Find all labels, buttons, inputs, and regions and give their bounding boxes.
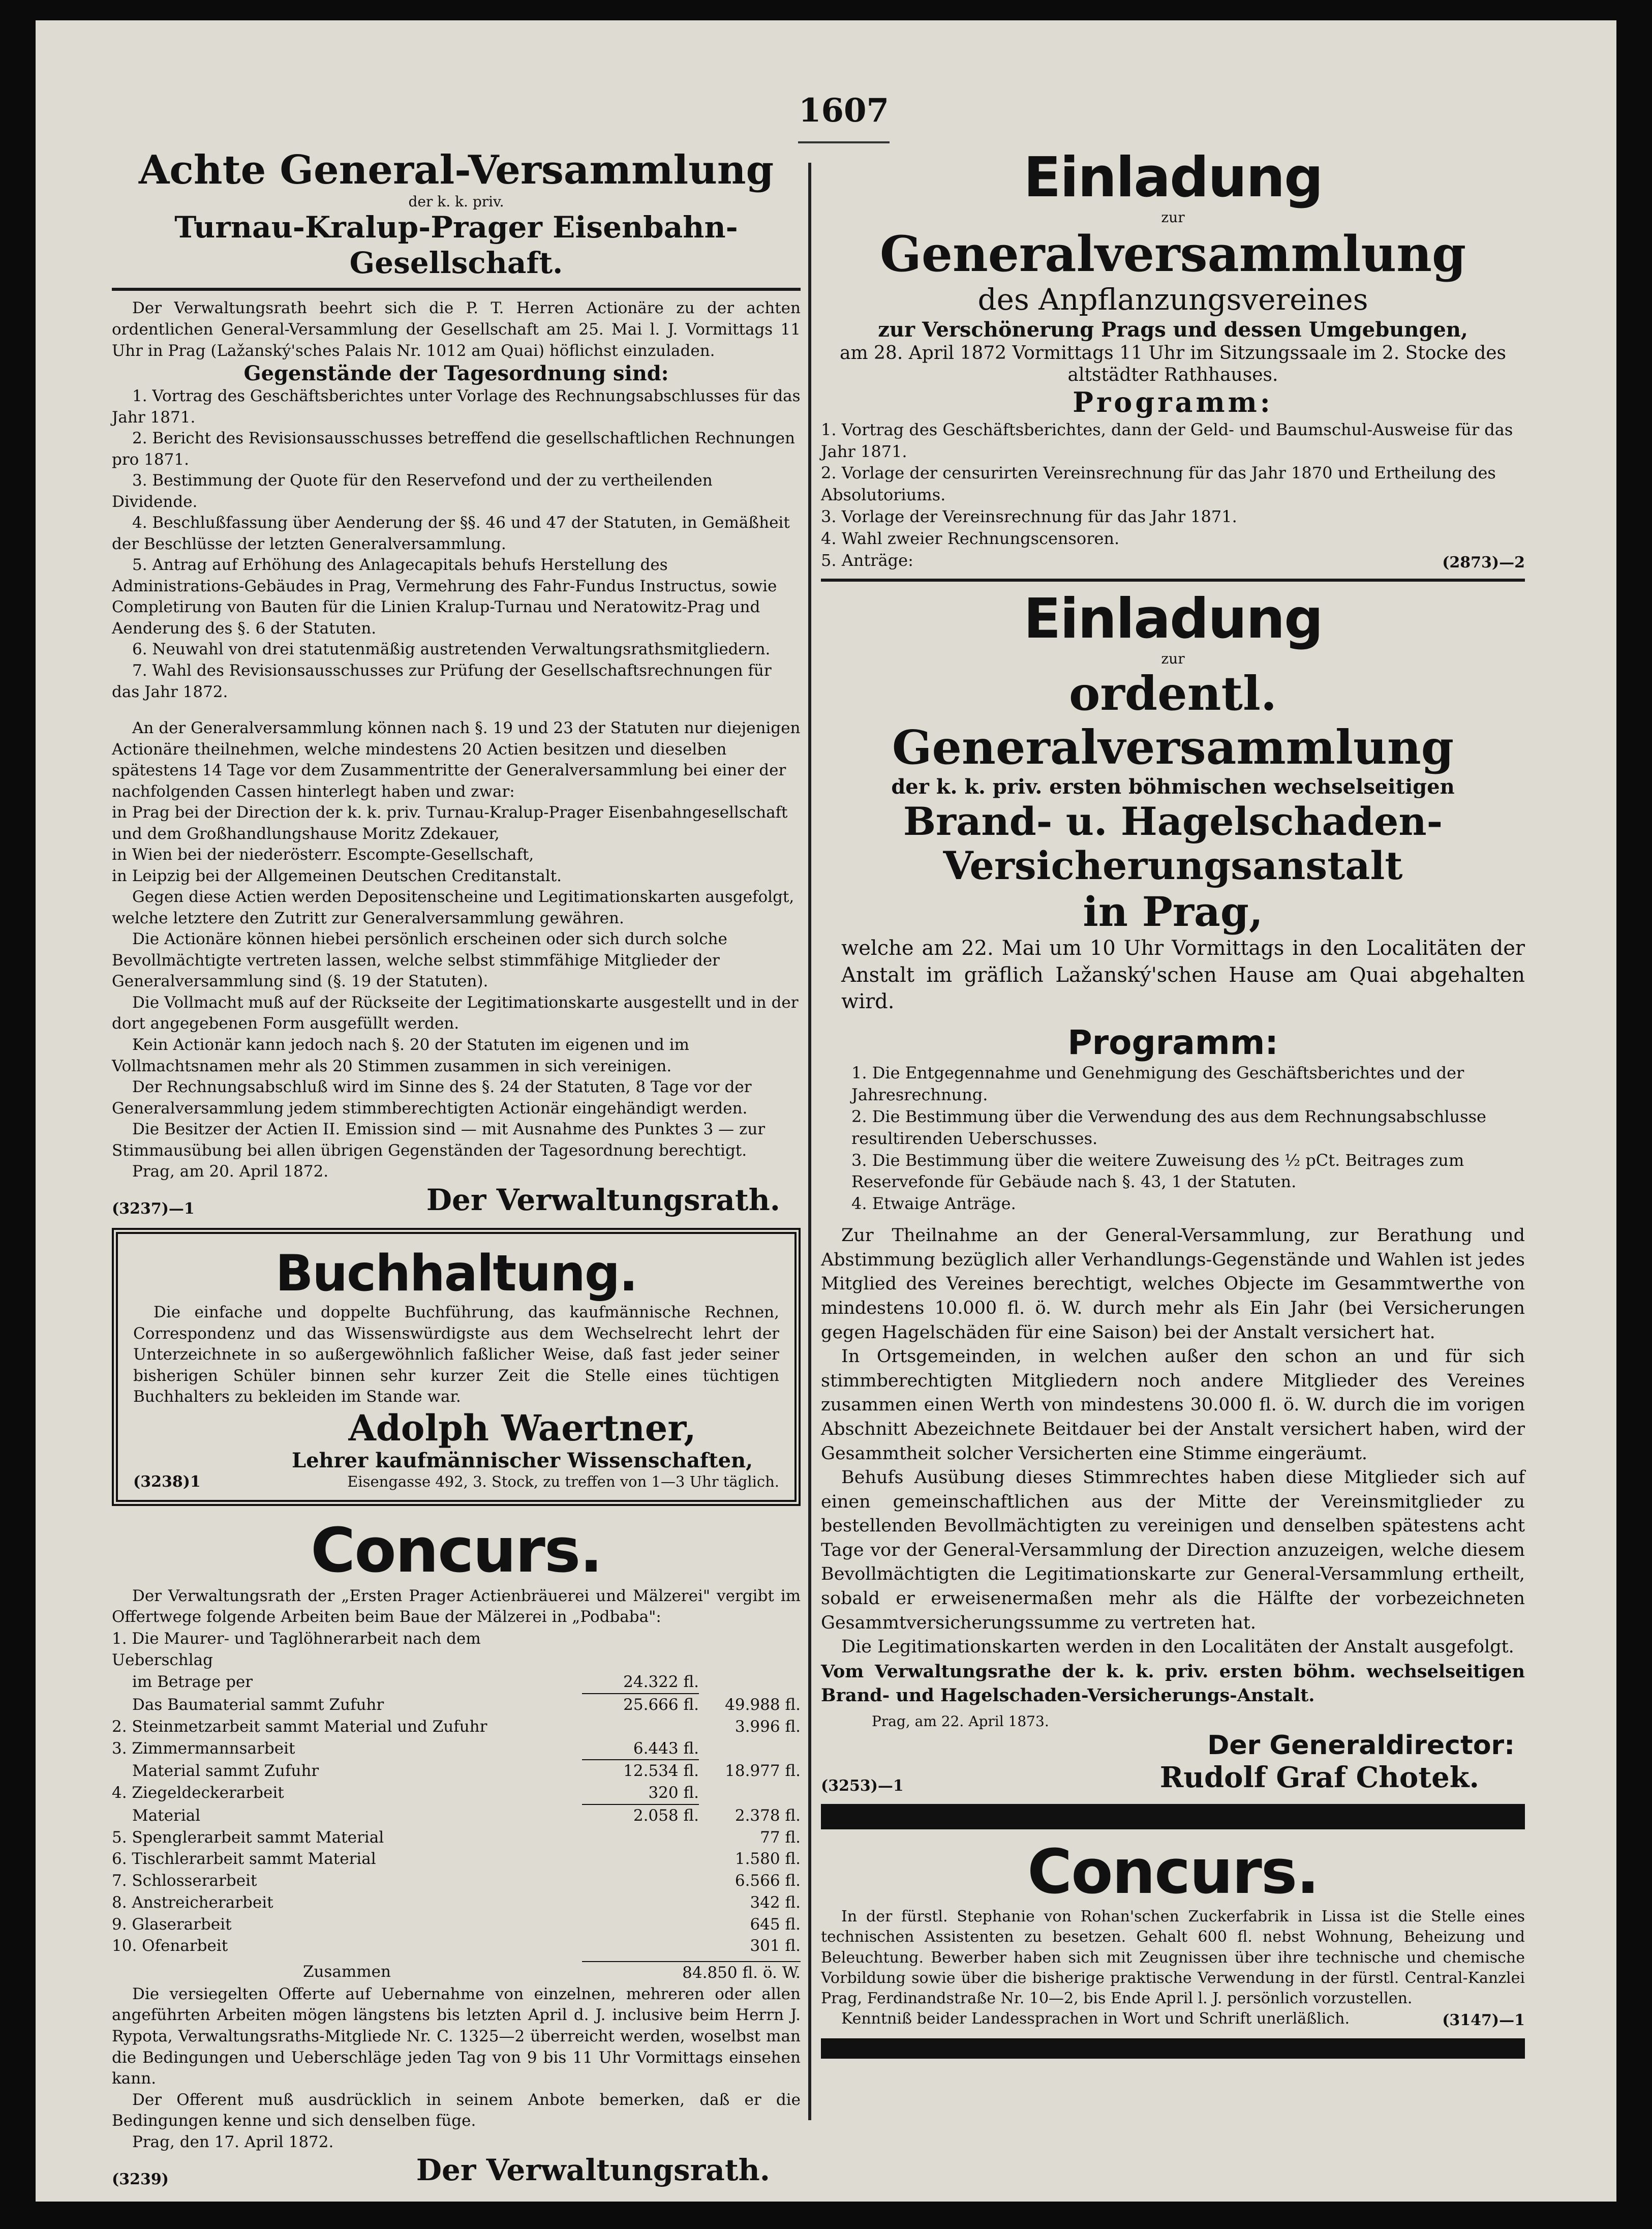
cost-label: 2. Steinmetzarbeit sammt Material und Zufuhr <box>112 1717 487 1736</box>
cost-table <box>112 1628 801 1957</box>
ad-concurs-brewery <box>112 1517 801 2188</box>
program-item: 3. Vorlage der Vereinsrechnung für das Jahr 1871. <box>821 507 1237 527</box>
cost-subtotal: 2.058 fl. <box>633 1806 699 1825</box>
page-number-rule <box>798 141 890 143</box>
ad-general-versammlung-railway <box>112 147 801 1218</box>
ad5-program-heading: Programm: <box>1067 1023 1278 1063</box>
condition-paragraph: Der Rechnungsabschluß wird im Sinne des §. 24 der Statuten, 8 Tage vor der Generalversammlung jedem stimmberechtigten Actionär eingehändigt werden. <box>112 1078 752 1118</box>
ad2-text: Die einfache und doppelte Buchführung, das kaufmännische Rechnen, Correspondenz und das Wissenswürdigste aus dem Wechselrecht lehrt der Unterzeichnete in so außergewöhnlich faßlicher Weise, daß fast jeder seiner bisherigen Schüler binnen sehr kurzer Zeit die Stelle eines tüchtigen Buchhalters zu bekleiden im Stande war. <box>133 1303 779 1406</box>
cost-total-row <box>112 1961 801 1984</box>
ad5-zur: zur <box>1161 650 1185 667</box>
ad5-title: Einladung <box>1023 587 1323 651</box>
ad3-signature-row <box>112 2153 801 2188</box>
cost-total: 301 fl. <box>750 1937 801 1955</box>
ad3-intro: Der Verwaltungsrath der „Ersten Prager Actienbräuerei und Mälzerei" vergibt im Offertwege folgende Arbeiten beim Baue der Mälzerei in „Podbaba": <box>112 1586 801 1626</box>
ad5-program <box>851 1062 1525 1215</box>
program-item: 4. Wahl zweier Rechnungscensoren. <box>821 529 1120 549</box>
ad1-company: Turnau-Kralup-Prager Eisenbahn-Gesellschaft. <box>174 210 738 280</box>
ad2-ref: (3238)1 <box>133 1473 201 1491</box>
cost-subtotal <box>582 1935 699 1957</box>
ad5-der: der k. k. priv. ersten böhmischen wechselseitigen <box>891 774 1455 799</box>
cost-total: 342 fl. <box>750 1893 801 1912</box>
ad4-title: Einladung <box>1023 146 1323 209</box>
agenda-item: 7. Wahl des Revisionsausschusses zur Prüfung der Gesellschaftsrechnungen für das Jahr 1872. <box>112 661 772 701</box>
ad4-zur: zur <box>1161 208 1185 226</box>
cost-label: 6. Tischlerarbeit sammt Material <box>112 1850 376 1869</box>
cost-subtotal: 320 fl. <box>582 1782 699 1805</box>
cost-row <box>112 1782 801 1805</box>
ad1-signature-row <box>112 1183 801 1218</box>
ad5-signature-name: Rudolf Graf Chotek. <box>1159 1760 1479 1794</box>
program-item: 3. Die Bestimmung über die weitere Zuweisung des ½ pCt. Beitrages zum Reservefonde für Gebäude nach §. 43, 1 der Statuten. <box>851 1150 1464 1192</box>
page-number: 1607 <box>798 92 890 130</box>
cost-subtotal: 12.534 fl. <box>623 1762 699 1781</box>
ad5-from: Vom Verwaltungsrathe der k. k. priv. ersten böhm. wechselseitigen Brand- und Hagelschaden-Versicherungs-Anstalt. <box>821 1661 1525 1706</box>
cost-label: 9. Glaserarbeit <box>112 1915 232 1934</box>
cost-subtotal <box>582 1827 699 1849</box>
cost-label: Material <box>132 1806 201 1825</box>
ad3-date: Prag, den 17. April 1872. <box>132 2132 334 2151</box>
cost-total: 1.580 fl. <box>735 1850 801 1869</box>
ad5-company: Brand- u. Hagelschaden-Versicherungsanstalt <box>903 798 1443 889</box>
ad5-when: welche am 22. Mai um 10 Uhr Vormittags in den Localitäten der Anstalt im gräflich Lažanský'schen Hause am Quai abgehalten wird. <box>841 936 1525 1014</box>
cost-total-label: Zusammen <box>303 1963 391 1981</box>
ad6-text: In der fürstl. Stephanie von Rohan'schen Zuckerfabrik in Lissa ist die Stelle eines technischen Assistenten zu besetzen. Gehalt 600 fl. nebst Wohnung, Beheizung und Beleuchtung. Bewerber haben sich mit Zeugnissen über ihre technische und chemische Vorbildung sowie über die bisherige praktische Verwendung in der fürstl. Central-Kanzlei Prag, Ferdinandstraße Nr. 10—2, bis Ende April l. J. persönlich vorzustellen. <box>821 1908 1525 2007</box>
ad5-signature-row <box>821 1761 1525 1795</box>
agenda-item: 2. Bericht des Revisionsausschusses betreffend die gesellschaftlichen Rechnungen pro 1871. <box>112 429 795 469</box>
condition-paragraph: Kein Actionär kann jedoch nach §. 20 der Statuten im eigenen und im Vollmachtsnamen mehr als 20 Stimmen zusammen in sich vereinigen. <box>112 1036 689 1075</box>
cost-label: 7. Schlosserarbeit <box>112 1872 257 1890</box>
ad1-agenda-heading: Gegenstände der Tagesordnung sind: <box>243 362 669 386</box>
cost-row <box>112 1671 801 1694</box>
cost-row <box>112 1914 801 1936</box>
cost-subtotal <box>582 1870 699 1892</box>
program-item: 2. Vorlage der censurirten Vereinsrechnung für das Jahr 1870 und Ertheilung des Absolutoriums. <box>821 463 1496 505</box>
ad1-conditions <box>112 718 801 1183</box>
agenda-item: 3. Bestimmung der Quote für den Reservefond und der zu vertheilenden Dividende. <box>112 471 713 511</box>
ad5-para2: In Ortsgemeinden, in welchen außer den schon an und für sich stimmberechtigten Mitgliedern noch andere Mitglieder des Vereines zusammen einen Werth von mindestens 30.000 fl. ö. W. durch die im vorigen Abschnitt Abezeichnete Beitdauer bei der Anstalt versichert haben, wird der Gesammtheit solcher Versicherten eine Stimme eingeräumt. <box>821 1346 1525 1464</box>
cost-label: 3. Zimmermannsarbeit <box>112 1739 295 1758</box>
cost-row <box>112 1628 801 1672</box>
ad3-title: Concurs. <box>311 1516 602 1587</box>
ad6-last-row <box>821 2009 1525 2029</box>
column-divider <box>808 163 811 2120</box>
agenda-item: 1. Vortrag des Geschäftsberichtes unter Vorlage des Rechnungsabschlusses für das Jahr 1871. <box>112 387 801 427</box>
ad1-ref: (3237)—1 <box>112 1200 195 1218</box>
ad4-program <box>821 419 1525 571</box>
ad5-subtitle: ordentl. Generalversammlung <box>892 666 1454 775</box>
cost-subtotal <box>582 1892 699 1914</box>
cost-row <box>112 1827 801 1849</box>
cost-total: 49.988 fl. <box>725 1695 801 1714</box>
cost-label: im Betrage per <box>132 1673 253 1692</box>
ad1-signature: Der Verwaltungsrath. <box>426 1182 780 1217</box>
ad4-when: am 28. April 1872 Vormittags 11 Uhr im Sitzungssaale im 2. Stocke des altstädter Rathhauses. <box>839 342 1507 385</box>
cost-total: 3.996 fl. <box>735 1717 801 1736</box>
ad4-program-heading: Programm: <box>1073 385 1273 418</box>
ad5-date: Prag, am 22. April 1873. <box>872 1713 1049 1730</box>
ad6-title: Concurs. <box>1027 1836 1319 1908</box>
cost-subtotal: 24.322 fl. <box>582 1671 699 1694</box>
condition-paragraph: in Wien bei der niederösterr. Escompte-Gesellschaft, <box>112 846 534 864</box>
cost-total: 6.566 fl. <box>735 1872 801 1890</box>
cost-label: 10. Ofenarbeit <box>112 1937 228 1955</box>
cost-total <box>699 1738 801 1761</box>
ad-einladung-anpflanzungsverein <box>821 147 1525 571</box>
right-column <box>821 147 1525 2068</box>
cost-total: 77 fl. <box>760 1828 801 1847</box>
cost-subtotal: 25.666 fl. <box>623 1695 699 1714</box>
cost-total-value: 84.850 fl. ö. W. <box>582 1961 801 1984</box>
cost-label: 4. Ziegeldeckerarbeit <box>112 1784 284 1802</box>
cost-total: 2.378 fl. <box>735 1806 801 1825</box>
black-footer-bar <box>821 2038 1525 2059</box>
cost-subtotal <box>582 1848 699 1870</box>
ad2-title: Buchhaltung. <box>275 1245 637 1303</box>
condition-paragraph: in Prag bei der Direction der k. k. priv. Turnau-Kralup-Prager Eisenbahngesellschaft und dem Großhandlungshause Moritz Zdekauer, <box>112 803 788 843</box>
ad5-para3: Behufs Ausübung dieses Stimmrechtes haben diese Mitglieder sich auf einen gemeinschaftlichen aus der Mitte der Vereinsmitglieder zu bestellenden Bevollmächtigten zu vereinigen und denselben spätestens acht Tage vor der General-Versammlung der Direction anzuzeigen, welche diesem Bevollmächtigten die Legitimationskarte zur General-Versammlung ertheilt, sobald er erweisenermaßen mehr als die Hälfte der vorbezeichneten Gesammtversicherungssumme zu vertreten hat. <box>821 1467 1525 1633</box>
ad4-purpose: zur Verschönerung Prags und dessen Umgebungen, <box>878 317 1468 342</box>
ad-buchhaltung <box>112 1228 801 1506</box>
ad2-footer <box>133 1473 779 1491</box>
left-column <box>112 147 801 2188</box>
ad6-last: Kenntniß beider Landessprachen in Wort und Schrift unerläßlich. <box>841 2010 1350 2028</box>
program-item: 2. Die Bestimmung über die Verwendung des aus dem Rechnungsabschlusse resultirenden Ueberschusses. <box>851 1106 1486 1148</box>
ad3-para2: Der Offerent muß ausdrücklich in seinem Anbote bemerken, daß er die Bedingungen kenne und sich denselben füge. <box>112 2090 801 2130</box>
ad1-title: Achte General-Versammlung <box>138 147 774 193</box>
ad5-ref: (3253)—1 <box>821 1776 904 1795</box>
ad2-name: Adolph Waertner, <box>348 1406 696 1449</box>
condition-paragraph: An der Generalversammlung können nach §. 19 und 23 der Statuten nur diejenigen Actionäre theilnehmen, welche mindestens 20 Actien besitzen und dieselben spätestens 14 Tage vor dem Zusammentritte der Generalversammlung bei einer der nachfolgenden Cassen hinterlegt haben und zwar: <box>112 719 801 801</box>
condition-paragraph: Gegen diese Actien werden Depositenscheine und Legitimationskarten ausgefolgt, welche letztere den Zutritt zur Generalversammlung gewähren. <box>112 888 794 927</box>
cost-row <box>112 1716 801 1738</box>
cost-total <box>699 1628 801 1672</box>
agenda-item: 5. Antrag auf Erhöhung des Anlagecapitals behufs Herstellung des Administrations-Gebäudes in Prag, Vermehrung des Fahr-Fundus Instructus, sowie Completirung von Bauten für die Linien Kralup-Turnau und Neratowitz-Prag und Aenderung des §. 6 der Statuten. <box>112 556 777 638</box>
ad1-rule <box>112 288 801 291</box>
ad4-society: des Anpflanzungsvereines <box>977 282 1368 317</box>
ad4-subtitle: Generalversammlung <box>879 225 1466 283</box>
cost-total: 18.977 fl. <box>725 1762 801 1781</box>
ad3-ref: (3239) <box>112 2170 169 2188</box>
ad6-ref: (3147)—1 <box>1442 2011 1525 2030</box>
program-item: 4. Etwaige Anträge. <box>851 1194 1016 1214</box>
ad4-last-row <box>821 550 1525 571</box>
ad5-para4: Die Legitimationskarten werden in den Localitäten der Anstalt ausgefolgt. <box>841 1637 1514 1658</box>
cost-subtotal <box>582 1628 699 1672</box>
cost-row <box>112 1870 801 1892</box>
program-item: 5. Anträge: <box>821 550 913 570</box>
black-separator-bar <box>821 1804 1525 1829</box>
ad1-der: der k. k. priv. <box>408 193 504 210</box>
cost-label: 5. Spenglerarbeit sammt Material <box>112 1828 384 1847</box>
agenda-item: 6. Neuwahl von drei statutenmäßig austretenden Verwaltungsrathsmitgliedern. <box>132 640 771 659</box>
ad2-profession: Lehrer kaufmännischer Wissenschaften, <box>291 1449 753 1473</box>
ad4-ref: (2873)—2 <box>1442 553 1525 571</box>
ad5-signature-title: Der Generaldirector: <box>1207 1730 1515 1761</box>
ad1-date: Prag, am 20. April 1872. <box>132 1162 329 1181</box>
condition-paragraph: Die Besitzer der Actien II. Emission sind — mit Ausnahme des Punktes 3 — zur Stimmausübung bei allen übrigen Gegenständen der Tagesordnung berechtigt. <box>112 1120 766 1160</box>
right-rule-1 <box>821 579 1525 582</box>
cost-total: 645 fl. <box>750 1915 801 1934</box>
cost-subtotal: 6.443 fl. <box>582 1738 699 1761</box>
cost-row <box>112 1805 801 1827</box>
cost-label: 8. Anstreicherarbeit <box>112 1893 273 1912</box>
cost-row <box>112 1738 801 1761</box>
condition-paragraph: Die Vollmacht muß auf der Rückseite der Legitimationskarte ausgestellt und in der dort angegebenen Form ausgefüllt werden. <box>112 993 799 1033</box>
ad1-intro: Der Verwaltungsrath beehrt sich die P. T. Herren Actionäre zu der achten ordentlichen General-Versammlung der Gesellschaft am 25. Mai l. J. Vormittags 11 Uhr in Prag (Lažanský'sches Palais Nr. 1012 am Quai) höflichst einzuladen. <box>112 299 801 360</box>
ad5-para1: Zur Theilnahme an der General-Versammlung, zur Berathung und Abstimmung bezüglich aller Verhandlungs-Gegenstände und Wahlen ist jedes Mitglied des Vereines berechtigt, welches Objecte im Gesammtwerthe von mindestens 10.000 fl. ö. W. durch mehr als Ein Jahr (bei Versicherungen gegen Hagelschäden für eine Saison) bei der Anstalt versichert hat. <box>821 1225 1525 1343</box>
cost-row <box>112 1760 801 1782</box>
program-item: 1. Vortrag des Geschäftsberichtes, dann der Geld- und Baumschul-Ausweise für das Jahr 1871. <box>821 419 1513 461</box>
cost-row <box>112 1892 801 1914</box>
ad-einladung-versicherungsanstalt <box>821 589 1525 1795</box>
cost-row <box>112 1848 801 1870</box>
cost-label: 1. Die Maurer- und Taglöhnerarbeit nach dem Ueberschlag <box>112 1629 481 1670</box>
cost-total <box>699 1671 801 1694</box>
ad2-address: Eisengasse 492, 3. Stock, zu treffen von 1—3 Uhr täglich. <box>347 1473 779 1491</box>
agenda-item: 4. Beschlußfassung über Aenderung der §§. 46 und 47 der Statuten, in Gemäßheit der Beschlüsse der letzten Generalversammlung. <box>112 514 790 553</box>
program-item: 1. Die Entgegennahme und Genehmigung des Geschäftsberichtes und der Jahresrechnung. <box>851 1063 1464 1104</box>
cost-label: Das Baumaterial sammt Zufuhr <box>132 1695 384 1714</box>
cost-row <box>112 1935 801 1957</box>
ad3-signature: Der Verwaltungsrath. <box>416 2153 770 2188</box>
condition-paragraph: Die Actionäre können hiebei persönlich erscheinen oder sich durch solche Bevollmächtigte vertreten lassen, welche selbst stimmfähige Mitglieder der Generalversammlung sind (§. 19 der Statuten). <box>112 930 727 991</box>
cost-total <box>699 1782 801 1805</box>
cost-subtotal <box>582 1716 699 1738</box>
ad5-city: in Prag, <box>1083 887 1263 936</box>
ad1-agenda <box>112 386 801 703</box>
cost-row <box>112 1694 801 1716</box>
ad-concurs-zuckerfabrik <box>821 1836 1525 2030</box>
condition-paragraph: in Leipzig bei der Allgemeinen Deutschen Creditanstalt. <box>112 866 562 885</box>
cost-label: Material sammt Zufuhr <box>132 1762 319 1781</box>
ad3-para1: Die versiegelten Offerte auf Uebernahme von einzelnen, mehreren oder allen angeführten Arbeiten mögen längstens bis letzten April d. J. inclusive beim Herrn J. Rypota, Verwaltungsraths-Mitgliede Nr. C. 1325—2 überreicht werden, woselbst man die Bedingungen und Ueberschläge jeden Tag von 9 bis 11 Uhr Vormittags einsehen kann. <box>112 1984 801 2088</box>
cost-subtotal <box>582 1914 699 1936</box>
